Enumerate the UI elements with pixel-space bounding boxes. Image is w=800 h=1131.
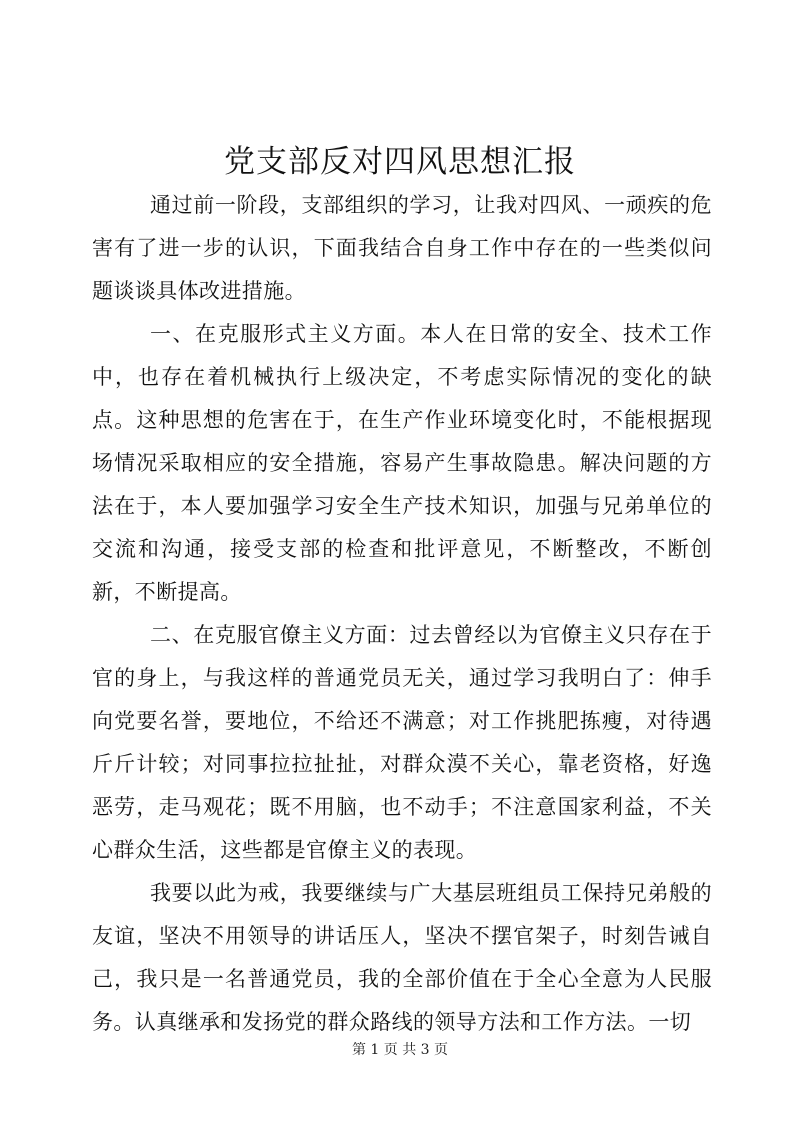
page-number-footer: 第 1 页 共 3 页 (351, 1042, 449, 1058)
paragraph-intro: 通过前一阶段，支部组织的学习，让我对四风、一顽疾的危害有了进一步的认识，下面我结合自身工作中存在的一些类似问题谈谈具体改进措施。 (92, 193, 712, 303)
paragraph-commitment: 我要以此为戒，我要继续与广大基层班组员工保持兄弟般的友谊，坚决不用领导的讲话压人，坚决不摆官架子，时刻告诫自己，我只是一名普通党员，我的全部价值在于全心全意为人民服务。认真继承和发扬党的群众路线的领导方法和工作方法。一切 (92, 881, 712, 1034)
document-body (92, 184, 712, 1044)
paragraph-bureaucratism: 二、在克服官僚主义方面：过去曾经以为官僚主义只存在于官的身上，与我这样的普通党员无关，通过学习我明白了：伸手向党要名誉，要地位，不给还不满意；对工作挑肥拣瘦，对待遇斤斤计较；对同事拉拉扯扯，对群众漠不关心，靠老资格，好逸恶劳，走马观花；既不用脑，也不动手；不注意国家利益，不关心群众生活，这些都是官僚主义的表现。 (92, 623, 712, 862)
document-title: 党支部反对四风思想汇报 (224, 144, 576, 180)
paragraph-formalism: 一、在克服形式主义方面。本人在日常的安全、技术工作中，也存在着机械执行上级决定，不考虑实际情况的变化的缺点。这种思想的危害在于，在生产作业环境变化时，不能根据现场情况采取相应的安全措施，容易产生事故隐患。解决问题的方法在于，本人要加强学习安全生产技术知识，加强与兄弟单位的交流和沟通，接受支部的检查和批评意见，不断整改，不断创新，不断提高。 (92, 322, 712, 604)
